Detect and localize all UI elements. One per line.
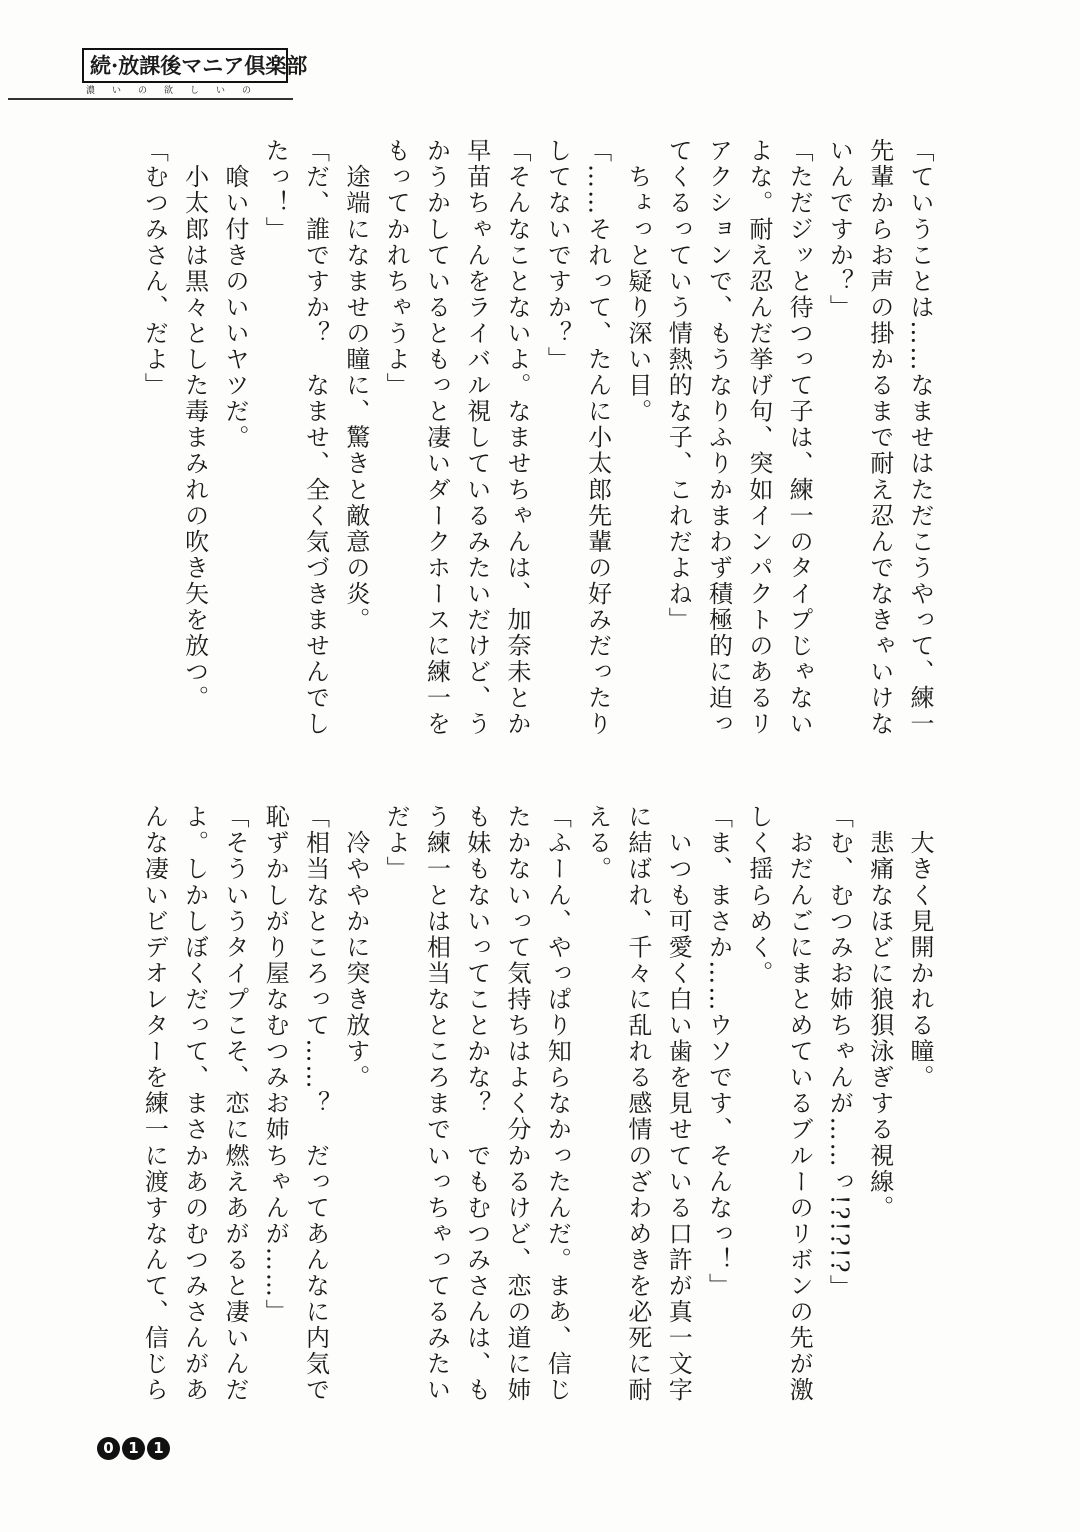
series-header	[82, 48, 308, 97]
series-title: 続·放課後マニア倶楽部	[82, 48, 288, 83]
text-line: てくるっていう情熱的な子、これだよね」	[664, 138, 693, 633]
text-line: も妹もないってことかな？ でもむつみさんは、も	[462, 804, 491, 1404]
text-line: かうかしているともっと凄いダークホースに練一を	[422, 138, 451, 738]
text-line: たかないって気持ちはよく分かるけど、恋の道に姉	[503, 804, 532, 1404]
page-number-digit: 1	[122, 1437, 145, 1460]
text-line: いんですか？」	[825, 138, 854, 321]
text-line: 「相当なところって……？ だってあんなに内気で	[301, 804, 330, 1404]
header-rule	[8, 98, 293, 100]
text-line: だよ」	[382, 804, 411, 883]
text-line: 「……それって、たんに小太郎先輩の好みだったり	[583, 138, 612, 738]
text-line: たっ！」	[261, 138, 290, 243]
text-line: 早苗ちゃんをライバル視しているみたいだけど、う	[462, 138, 491, 738]
text-line: おだんごにまとめているブルーのリボンの先が激	[785, 804, 814, 1404]
text-line: 「ていうことは……なませはただこうやって、練一	[906, 138, 934, 738]
text-line: 喰い付きのいいヤツだ。	[220, 138, 249, 451]
text-line: 「ふーん、やっぱり知らなかったんだ。まあ、信じ	[543, 804, 572, 1404]
text-line: よ。しかしぼくだって、まさかあのむつみさんがあ	[180, 804, 209, 1404]
text-line: 大きく見開かれる瞳。	[906, 804, 934, 1091]
text-line: ちょっと疑り深い目。	[623, 138, 652, 425]
text-line: える。	[583, 804, 612, 883]
text-line: 「む、むつみお姉ちゃんが……っ!?!?!?」	[825, 804, 854, 1301]
text-line: 「そういうタイプこそ、恋に燃えあがると凄いんだ	[220, 804, 249, 1404]
text-line: アクションで、もうなりふりかまわず積極的に迫っ	[704, 138, 733, 738]
text-line: 「そんなことないよ。なませちゃんは、加奈未とか	[503, 138, 532, 738]
text-line: に結ばれ、千々に乱れる感情のざわめきを必死に耐	[623, 804, 652, 1404]
page-number-digit: 1	[147, 1437, 170, 1460]
text-line: 「むつみさん、だよ」	[140, 138, 169, 399]
text-line: よな。耐え忍んだ挙げ句、突如インパクトのあるリ	[744, 138, 773, 738]
text-line: 「ただジッと待つって子は、練一のタイプじゃない	[785, 138, 814, 738]
text-line: 冷ややかに突き放す。	[341, 804, 370, 1091]
text-block-bottom	[134, 804, 940, 1404]
text-line: 「だ、誰ですか？ なませ、全く気づきませんでし	[301, 138, 330, 738]
text-line: 先輩からお声の掛かるまで耐え忍んでなきゃいけな	[865, 138, 894, 738]
text-line: う練一とは相当なところまでいっちゃってるみたい	[422, 804, 451, 1404]
series-subtitle: 濃いの欲しいの	[86, 86, 269, 96]
page-number	[97, 1437, 170, 1460]
text-line: いつも可愛く白い歯を見せている口許が真一文字	[664, 804, 693, 1404]
text-line: 恥ずかしがり屋なむつみお姉ちゃんが……」	[261, 804, 290, 1325]
text-line: もってかれちゃうよ」	[382, 138, 411, 399]
text-line: してないですか？」	[543, 138, 572, 373]
text-line: 途端になませの瞳に、驚きと敵意の炎。	[341, 138, 370, 633]
text-line: 小太郎は黒々とした毒まみれの吹き矢を放つ。	[180, 138, 209, 712]
page-number-digit: 0	[97, 1437, 120, 1460]
text-line: んな凄いビデオレターを練一に渡すなんて、信じら	[140, 804, 169, 1404]
text-line: 「ま、まさか……ウソです、そんなっ！」	[704, 804, 733, 1299]
text-block-top	[134, 138, 940, 738]
text-line: しく揺らめく。	[744, 804, 773, 987]
text-line: 悲痛なほどに狼狽泳ぎする視線。	[865, 804, 894, 1221]
